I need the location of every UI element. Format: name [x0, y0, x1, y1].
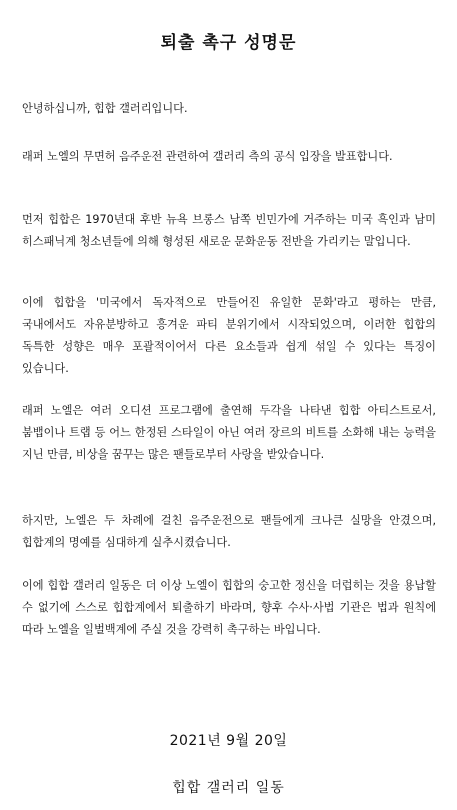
paragraph-incident: 하지만, 노엘은 두 차례에 걸친 음주운전으로 팬들에게 크나큰 실망을 안겼으며, 힙합계의 명예를 심대하게 실추시켰습니다.: [22, 514, 436, 549]
document-title: 퇴출 촉구 성명문: [160, 33, 297, 53]
paragraph-hiphop-culture: 이에 힙합을 '미국에서 독자적으로 만들어진 유일한 문화'라고 평하는 만큼, 국내에서도 자유분방하고 흥겨운 파티 분위기에서 시작되었으며, 이러한 힙합의 독특한 성향은 매우 포괄적이어서 다른 요소들과 쉽게 섞일 수 있다는 특징이 있습니다.: [22, 296, 436, 375]
paragraph-greeting: 안녕하십니까, 힙합 갤러리입니다.: [22, 102, 188, 115]
paragraph-demand: 이에 힙합 갤러리 일동은 더 이상 노엘이 힙합의 숭고한 정신을 더럽히는 것을 용납할 수 없기에 스스로 힙합계에서 퇴출하기 바라며, 향후 수사·사법 기관은 법과 원칙에 따라 노엘을 일벌백계에 주실 것을 강력히 촉구하는 바입니다.: [22, 579, 436, 636]
statement-signature: 힙합 갤러리 일동: [172, 780, 285, 796]
paragraph-announcement: 래퍼 노엘의 무면허 음주운전 관련하여 갤러리 측의 공식 입장을 발표합니다.: [22, 150, 393, 163]
statement-date: 2021년 9월 20일: [169, 733, 288, 749]
paragraph-artist-background: 래퍼 노엘은 여러 오디션 프로그램에 출연해 두각을 나타낸 힙합 아티스트로서, 붐뱁이나 트랩 등 어느 한정된 스타일이 아닌 여러 장르의 비트를 소화해 내는 능력을 지닌 만큼, 비상을 꿈꾸는 많은 팬들로부터 사랑을 받았습니다.: [22, 404, 436, 461]
paragraph-hiphop-origin: 먼저 힙합은 1970년대 후반 뉴욕 브롱스 남쪽 빈민가에 거주하는 미국 흑인과 남미 히스패닉계 청소년들에 의해 형성된 새로운 문화운동 전반을 가리키는 말입니다.: [22, 213, 436, 248]
